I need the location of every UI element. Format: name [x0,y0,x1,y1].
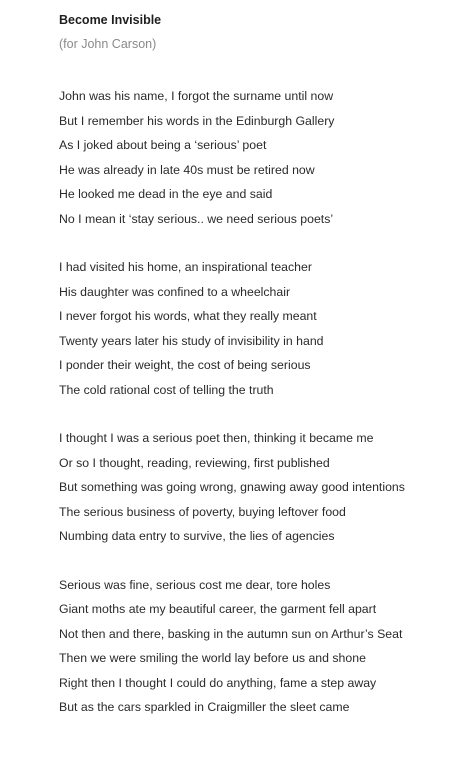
poem-line: But as the cars sparkled in Craigmiller the sleet came [59,700,350,714]
poem-line: The serious business of poverty, buying leftover food [59,504,346,519]
poem-line: Or so I thought, reading, reviewing, first published [59,455,330,470]
poem [59,11,459,720]
poem-title: Become Invisible [59,13,162,27]
poem-line: Twenty years later his study of invisibility in hand [59,333,324,348]
stanza-3 [59,426,459,549]
poem-line: Serious was fine, serious cost me dear, tore holes [59,577,331,592]
stanza-1 [59,84,459,231]
poem-line: Right then I thought I could do anything, fame a step away [59,675,377,690]
poem-line: Numbing data entry to survive, the lies of agencies [59,529,335,543]
poem-line: The cold rational cost of telling the truth [59,382,274,397]
poem-line: John was his name, I forgot the surname until now [59,89,334,103]
poem-line: Giant moths ate my beautiful career, the garment fell apart [59,602,377,616]
poem-line: Then we were smiling the world lay before us and shone [59,651,366,665]
poem-line: I had visited his home, an inspirational teacher [59,260,312,274]
poem-line: As I joked about being a ‘serious’ poet [59,138,267,152]
stanza-4 [59,573,459,720]
stanza-2 [59,255,459,402]
poem-line: I never forgot his words, what they really meant [59,309,317,323]
poem-line: His daughter was confined to a wheelchair [59,284,291,299]
poem-dedication: (for John Carson) [59,37,157,51]
poem-line: I thought I was a serious poet then, thinking it became me [59,431,374,445]
poem-line: No I mean it ‘stay serious.. we need serious poets’ [59,211,334,226]
poem-line: Not then and there, basking in the autumn sun on Arthur’s Seat [59,626,403,641]
poem-line: He was already in late 40s must be retired now [59,162,315,177]
poem-line: I ponder their weight, the cost of being serious [59,358,311,372]
poem-line: But something was going wrong, gnawing away good intentions [59,480,405,494]
poem-line: But I remember his words in the Edinburgh Gallery [59,113,335,128]
poem-line: He looked me dead in the eye and said [59,187,273,201]
